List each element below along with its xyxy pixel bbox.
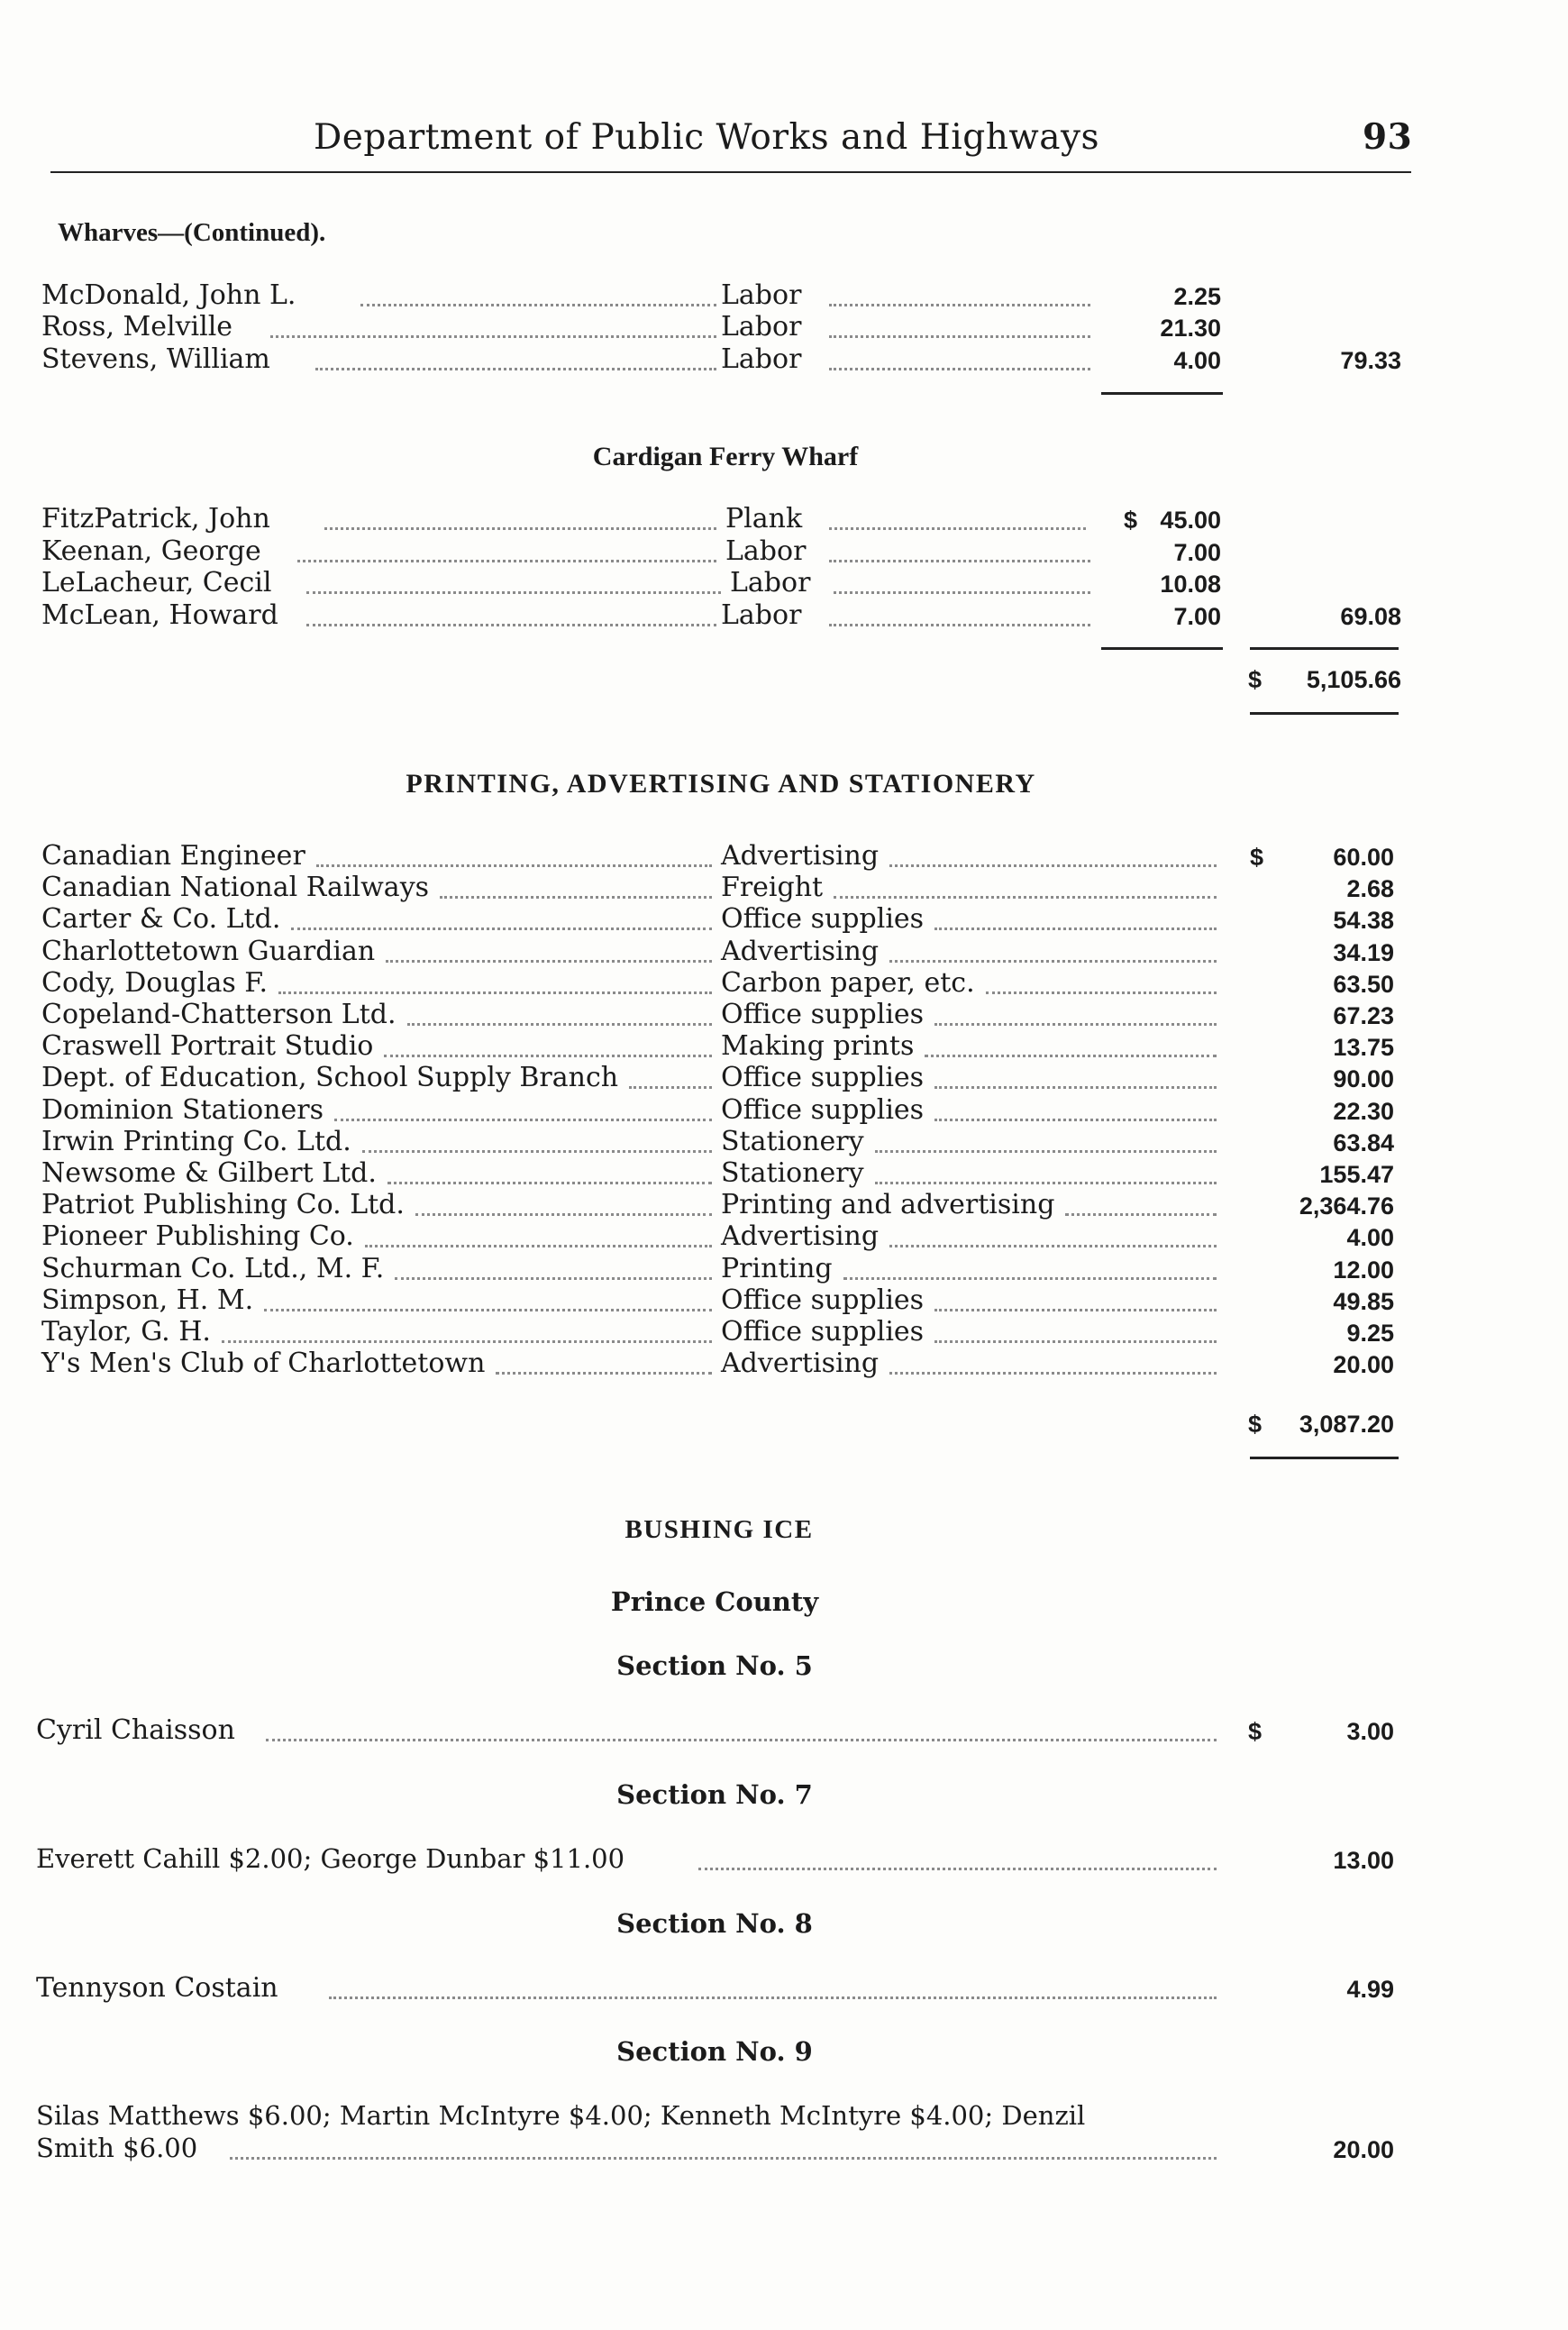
- amount: 49.85: [1333, 1288, 1394, 1315]
- section-heading: Section No. 7: [616, 1779, 813, 1810]
- item-description: Making prints: [721, 1030, 915, 1062]
- leader-dots: [829, 624, 1090, 626]
- wharves-heading: Wharves—(Continued).: [58, 218, 326, 247]
- payee-name: Charlottetown Guardian: [41, 936, 376, 967]
- subtotal: 79.33: [1340, 347, 1401, 374]
- leader-dots: [934, 1119, 1217, 1121]
- item-description: Office supplies: [721, 1094, 925, 1126]
- payee-name: Simpson, H. M.: [41, 1284, 254, 1316]
- printing-heading: PRINTING, ADVERTISING AND STATIONERY: [406, 769, 1036, 799]
- leader-dots: [834, 896, 1217, 899]
- amount: 34.19: [1333, 939, 1394, 966]
- item-description: Stationery: [721, 1157, 864, 1189]
- amount: 54.38: [1333, 907, 1394, 934]
- leader-dots: [365, 1245, 712, 1247]
- leader-dots: [629, 1086, 712, 1089]
- leader-dots: [386, 960, 712, 963]
- leader-dots: [829, 368, 1090, 370]
- leader-dots: [875, 1150, 1217, 1153]
- leader-dots: [1065, 1213, 1217, 1216]
- item-description: Labor: [725, 535, 807, 567]
- leader-dots: [360, 304, 716, 306]
- payee-name: Patriot Publishing Co. Ltd.: [41, 1189, 405, 1220]
- payee-name: LeLacheur, Cecil: [41, 567, 272, 598]
- amount: 2.68: [1346, 875, 1394, 902]
- leader-dots: [362, 1150, 712, 1153]
- item-description: Office supplies: [721, 1062, 925, 1093]
- section-heading: Section No. 8: [616, 1908, 813, 1939]
- subtotal-rule: [1101, 647, 1223, 650]
- section-heading: Section No. 9: [616, 2036, 813, 2067]
- leader-dots: [934, 1023, 1217, 1026]
- leader-dots: [297, 560, 716, 562]
- leader-dots: [291, 927, 712, 930]
- item-description: Labor: [721, 599, 802, 631]
- leader-dots: [934, 927, 1217, 930]
- payee-name: Stevens, William: [41, 343, 270, 375]
- amount: 90.00: [1333, 1065, 1394, 1092]
- leader-dots: [315, 368, 716, 370]
- currency-symbol: $: [1248, 666, 1263, 693]
- item-description: Office supplies: [721, 1316, 925, 1348]
- item-description: Stationery: [721, 1126, 864, 1157]
- amount: 3.00: [1346, 1718, 1394, 1745]
- leader-dots: [934, 1340, 1217, 1343]
- amount: 22.30: [1333, 1098, 1394, 1125]
- amount: 155.47: [1319, 1161, 1394, 1188]
- item-description: Labor: [721, 279, 802, 311]
- amount: 7.00: [1173, 603, 1221, 630]
- section-entry-line: Smith $6.00: [36, 2133, 198, 2163]
- leader-dots: [925, 1055, 1217, 1057]
- item-description: Labor: [721, 343, 802, 375]
- payee-name: Canadian National Railways: [41, 872, 430, 903]
- leader-dots: [889, 864, 1217, 867]
- section-entry: Cyril Chaisson: [36, 1714, 235, 1746]
- section-entry-line: Silas Matthews $6.00; Martin McIntyre $4.00; Kenneth McIntyre $4.00; Denzil: [36, 2100, 1086, 2131]
- item-description: Printing and advertising: [721, 1189, 1055, 1220]
- item-description: Carbon paper, etc.: [721, 967, 975, 999]
- amount: 12.00: [1333, 1256, 1394, 1284]
- header-rule: [50, 171, 1411, 173]
- county-heading: Prince County: [610, 1586, 819, 1617]
- amount: 60.00: [1333, 844, 1394, 871]
- leader-dots: [889, 1372, 1217, 1375]
- bushing-heading: BUSHING ICE: [624, 1515, 814, 1544]
- amount: 7.00: [1173, 539, 1221, 566]
- amount: 20.00: [1333, 2136, 1394, 2163]
- payee-name: Dept. of Education, School Supply Branch: [41, 1062, 619, 1093]
- subtotal: 69.08: [1340, 603, 1401, 630]
- cardigan-heading: Cardigan Ferry Wharf: [592, 442, 859, 471]
- leader-dots: [329, 1996, 1217, 1999]
- payee-name: Carter & Co. Ltd.: [41, 903, 281, 935]
- subtotal-rule: [1250, 647, 1399, 650]
- leader-dots: [829, 335, 1090, 338]
- item-description: Office supplies: [721, 903, 925, 935]
- payee-name: Cody, Douglas F.: [41, 967, 268, 999]
- currency-symbol: $: [1124, 507, 1138, 534]
- leader-dots: [415, 1213, 712, 1216]
- item-description: Plank: [725, 503, 803, 535]
- section-heading: Section No. 5: [616, 1650, 813, 1681]
- leader-dots: [266, 1739, 1217, 1741]
- leader-dots: [889, 1245, 1217, 1247]
- item-description: Office supplies: [721, 1284, 925, 1316]
- amount: 21.30: [1160, 315, 1221, 342]
- section-entry: Tennyson Costain: [36, 1972, 278, 2004]
- leader-dots: [829, 304, 1090, 306]
- currency-symbol: $: [1248, 1411, 1263, 1438]
- leader-dots: [395, 1277, 712, 1280]
- leader-dots: [306, 624, 716, 626]
- leader-dots: [496, 1372, 712, 1375]
- section-entry: Everett Cahill $2.00; George Dunbar $11.00: [36, 1843, 625, 1874]
- payee-name: Newsome & Gilbert Ltd.: [41, 1157, 377, 1189]
- payee-name: McLean, Howard: [41, 599, 278, 631]
- page-number: 93: [1363, 116, 1413, 158]
- item-description: Advertising: [721, 1348, 880, 1379]
- item-description: Labor: [721, 311, 802, 343]
- leader-dots: [230, 2157, 1217, 2160]
- leader-dots: [843, 1277, 1217, 1280]
- leader-dots: [986, 991, 1217, 994]
- currency-symbol: $: [1250, 844, 1264, 871]
- leader-dots: [829, 527, 1086, 530]
- payee-name: FitzPatrick, John: [41, 503, 270, 535]
- leader-dots: [407, 1023, 712, 1026]
- leader-dots: [440, 896, 712, 899]
- payee-name: Dominion Stationers: [41, 1094, 324, 1126]
- leader-dots: [829, 560, 1090, 562]
- payee-name: Pioneer Publishing Co.: [41, 1220, 354, 1252]
- subtotal-rule: [1101, 392, 1223, 395]
- amount: 63.84: [1333, 1129, 1394, 1156]
- item-description: Office supplies: [721, 999, 925, 1030]
- total-rule: [1250, 1457, 1399, 1459]
- leader-dots: [306, 591, 721, 594]
- leader-dots: [278, 991, 712, 994]
- amount: 4.99: [1346, 1976, 1394, 2003]
- leader-dots: [387, 1182, 712, 1184]
- payee-name: Canadian Engineer: [41, 840, 305, 872]
- payee-name: McDonald, John L.: [41, 279, 296, 311]
- leader-dots: [270, 335, 716, 338]
- amount: 2,364.76: [1299, 1192, 1394, 1220]
- amount: 9.25: [1346, 1320, 1394, 1347]
- currency-symbol: $: [1248, 1718, 1263, 1745]
- payee-name: Y's Men's Club of Charlottetown: [41, 1348, 486, 1379]
- payee-name: Ross, Melville: [41, 311, 233, 343]
- total-rule: [1250, 712, 1399, 715]
- leader-dots: [698, 1868, 1217, 1870]
- payee-name: Craswell Portrait Studio: [41, 1030, 374, 1062]
- payee-name: Irwin Printing Co. Ltd.: [41, 1126, 351, 1157]
- leader-dots: [316, 864, 712, 867]
- leader-dots: [834, 591, 1090, 594]
- item-description: Advertising: [721, 840, 880, 872]
- amount: 2.25: [1173, 283, 1221, 310]
- amount: 13.00: [1333, 1847, 1394, 1874]
- amount: 4.00: [1346, 1224, 1394, 1251]
- amount: 20.00: [1333, 1351, 1394, 1378]
- leader-dots: [934, 1086, 1217, 1089]
- page-header-title: Department of Public Works and Highways: [314, 117, 1100, 158]
- printing-total: 3,087.20: [1299, 1411, 1394, 1438]
- leader-dots: [384, 1055, 712, 1057]
- item-description: Printing: [721, 1253, 833, 1284]
- item-description: Freight: [721, 872, 824, 903]
- amount: 45.00: [1160, 507, 1221, 534]
- amount: 10.08: [1160, 571, 1221, 598]
- item-description: Advertising: [721, 936, 880, 967]
- amount: 4.00: [1173, 347, 1221, 374]
- leader-dots: [264, 1309, 712, 1311]
- item-description: Advertising: [721, 1220, 880, 1252]
- leader-dots: [875, 1182, 1217, 1184]
- leader-dots: [889, 960, 1217, 963]
- payee-name: Copeland-Chatterson Ltd.: [41, 999, 397, 1030]
- leader-dots: [334, 1119, 712, 1121]
- amount: 63.50: [1333, 971, 1394, 998]
- payee-name: Keenan, George: [41, 535, 261, 567]
- amount: 13.75: [1333, 1034, 1394, 1061]
- leader-dots: [222, 1340, 712, 1343]
- amount: 67.23: [1333, 1002, 1394, 1029]
- leader-dots: [934, 1309, 1217, 1311]
- payee-name: Taylor, G. H.: [41, 1316, 211, 1348]
- payee-name: Schurman Co. Ltd., M. F.: [41, 1253, 385, 1284]
- grand-total: 5,105.66: [1306, 666, 1401, 693]
- item-description: Labor: [730, 567, 811, 598]
- leader-dots: [324, 527, 716, 530]
